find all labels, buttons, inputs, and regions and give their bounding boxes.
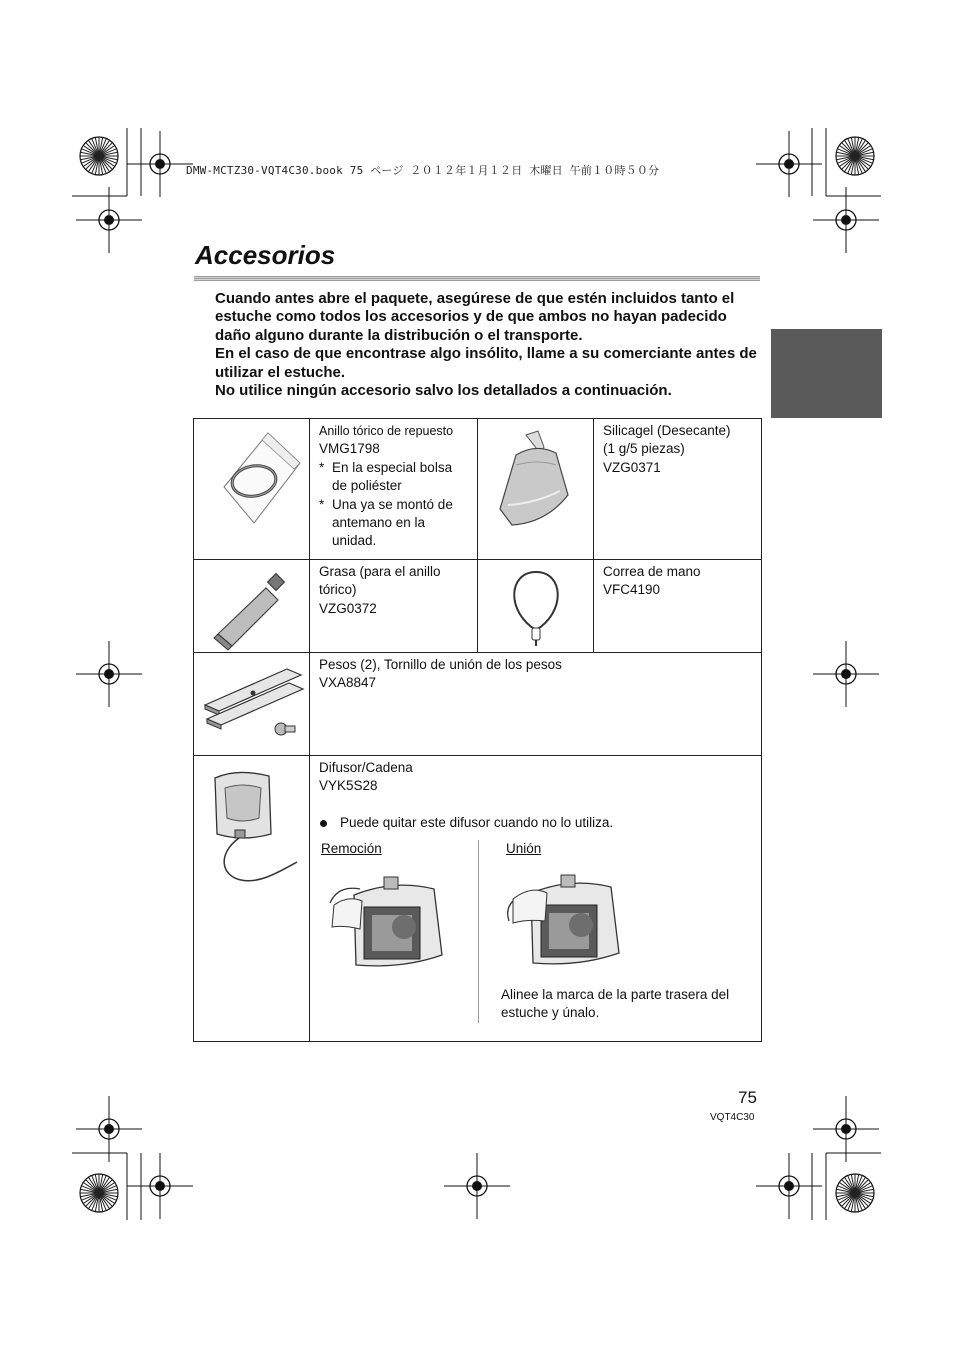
o-ring-code: VMG1798 [319,441,380,457]
o-ring-name: Anillo tórico de repuesto [319,424,454,438]
weights-image-cell [194,653,310,756]
intro-text [215,290,760,400]
o-ring-image-cell [194,419,310,560]
diffuser-bullet [320,814,761,832]
silicagel-name: Silicagel (Desecante) [603,423,731,438]
table-row [194,560,762,653]
weights-code: VXA8847 [319,675,377,691]
weights-illustration [197,661,307,751]
attach-step [478,840,731,1023]
print-header: DMW-MCTZ30-VQT4C30.book 75 ページ ２０１２年１月１２日 木曜日 午前１０時５０分 [186,164,660,177]
diffuser-description [310,756,762,1042]
bullet-icon [320,820,327,827]
diffuser-image-cell [194,756,310,1042]
diffuser-illustration [197,764,307,894]
diffuser-code: VYK5S28 [319,778,378,794]
document-code: VQT4C30 [710,1112,755,1123]
removal-case-illustration [324,865,464,985]
weights-description [310,653,762,756]
diffuser-name: Difusor/Cadena [319,760,413,775]
silicagel-code: VZG0371 [603,459,661,475]
diffuser-bullet-text: Puede quitar este difusor cuando no lo utiliza. [340,814,614,830]
table-row [194,653,762,756]
silicagel-description [594,419,762,560]
hand-strap-illustration [486,562,586,652]
silicagel-packet-illustration [486,425,586,545]
strap-image-cell [478,560,594,653]
table-row [194,419,762,560]
grease-description [310,560,478,653]
diffuser-steps [310,840,761,1023]
strap-description [594,560,762,653]
attach-label: Unión [506,841,542,857]
page-number: 75 [738,1088,757,1107]
removal-step [310,840,478,1023]
page-title: Accesorios [195,240,336,270]
grease-name: Grasa (para el anillo tórico) [319,564,441,598]
accessories-table [193,418,762,1042]
section-tab [771,329,882,418]
intro-paragraph: Cuando antes abre el paquete, asegúrese de que estén incluidos tanto el estuche como todos los accesorios y de que ambos no hayan padecido daño alguno durante la distribución o el transporte. [215,290,735,344]
o-ring-note: * Una ya se montó de antemano en la unidad. [319,496,453,549]
grease-code: VZG0372 [319,600,377,616]
o-ring-note: * En la especial bolsa de poliéster [319,459,453,494]
attach-note: Alinee la marca de la parte trasera del estuche y únalo. [501,987,730,1021]
intro-paragraph: No utilice ningún accesorio salvo los detallados a continuación. [215,382,672,400]
strap-code: VFC4190 [603,582,661,598]
o-ring-description [310,419,478,560]
weights-name: Pesos (2), Tornillo de unión de los pesos [319,657,562,672]
silicagel-quantity: (1 g/5 piezas) [603,441,685,457]
title-rule [194,276,760,281]
silicagel-image-cell [478,419,594,560]
strap-name: Correa de mano [603,564,701,579]
removal-label: Remoción [321,841,382,857]
grease-tube-illustration [202,562,302,652]
attach-case-illustration [501,865,641,981]
o-ring-bag-illustration [202,427,302,537]
intro-paragraph: En el caso de que encontrase algo insólito, llame a su comerciante antes de utilizar el estuche. [215,345,757,381]
table-row [194,756,762,1042]
grease-image-cell [194,560,310,653]
